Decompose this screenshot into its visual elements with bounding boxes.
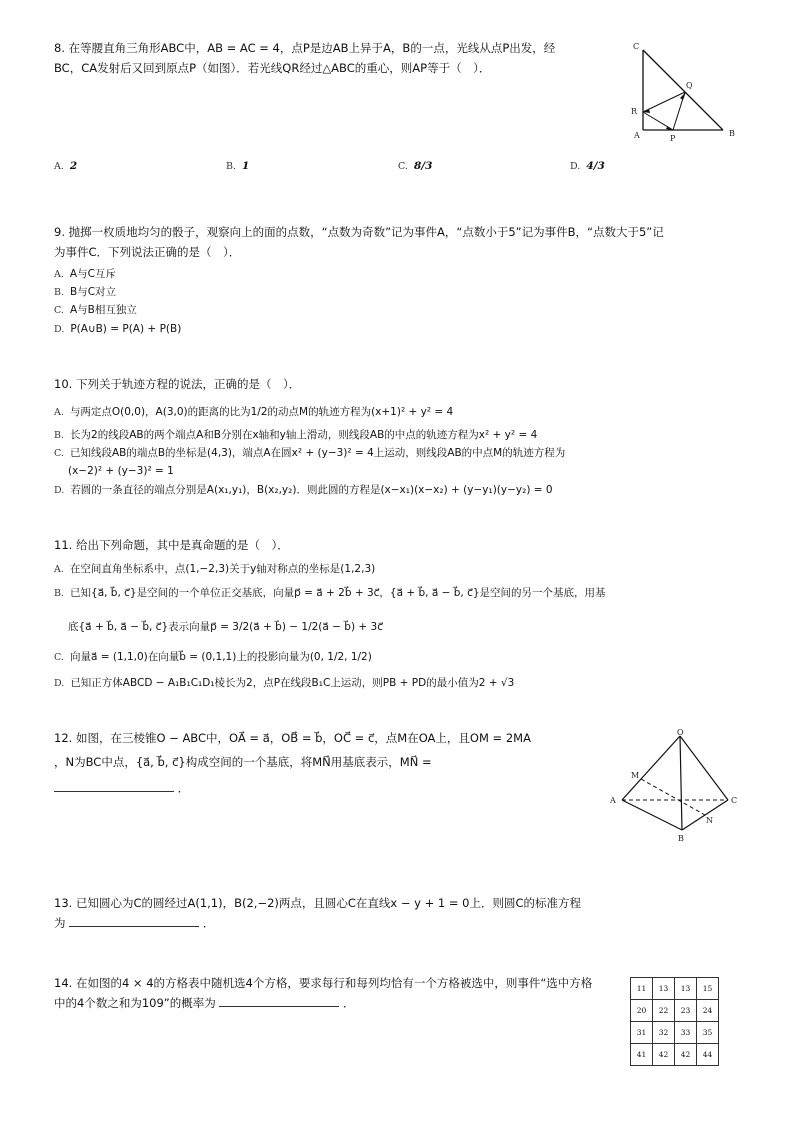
q11-stem: 11. 给出下列命题，其中是真命题的是（ ）．	[54, 538, 289, 552]
q9-option-a[interactable]: A. A与C互斥	[54, 268, 116, 280]
grid-cell: 11	[631, 978, 653, 1000]
q10-option-b[interactable]: B. 长为2的线段AB的两个端点A和B分别在x轴和y轴上滑动，则线段AB的中点的轨迹方程为x² + y² = 4	[54, 429, 538, 441]
q10-option-d[interactable]: D. 若圆的一条直径的端点分别是A(x₁,y₁)，B(x₂,y₂)．则此圆的方程是(x−x₁)(x−x₂) + (y−y₁)(y−y₂) = 0	[54, 484, 553, 496]
q9-option-d[interactable]: D. P(A∪B) = P(A) + P(B)	[54, 323, 182, 335]
grid-cell: 42	[675, 1044, 697, 1066]
q12-fig-label-o: O	[677, 728, 684, 737]
grid-cell: 33	[675, 1022, 697, 1044]
grid-row	[631, 1022, 719, 1044]
q9-option-c[interactable]: C. A与B相互独立	[54, 304, 137, 316]
q11-option-b-continued: 底{a⃗ + b⃗, a⃗ − b⃗, c⃗}表示向量p⃗ = 3/2(a⃗ + b⃗) − 1/2(a⃗ − b⃗) + 3c⃗	[68, 621, 383, 633]
q12-answer-line: ．	[54, 778, 189, 798]
q12-stem-line1: 12. 如图，在三棱锥O − ABC中，OA⃗ = a⃗，OB⃗ = b⃗，OC⃗ = c⃗，点M在OA上，且OM = 2MA	[54, 731, 531, 745]
grid-row	[631, 978, 719, 1000]
q8-fig-label-p: P	[670, 134, 676, 143]
grid-cell: 35	[697, 1022, 719, 1044]
q12-fig-label-n: N	[706, 816, 713, 825]
q12-answer-blank[interactable]	[54, 779, 174, 792]
q14-stem-line1: 14. 在如图的4 × 4的方格表中随机选4个方格，要求每行和每列均恰有一个方格被选中，则事件“选中方格	[54, 976, 593, 990]
q8-option-d[interactable]: D. 4/3	[570, 160, 605, 172]
grid-cell: 41	[631, 1044, 653, 1066]
grid-cell: 13	[653, 978, 675, 1000]
grid-cell: 44	[697, 1044, 719, 1066]
q10-option-c-continued: (x−2)² + (y−3)² = 1	[68, 465, 174, 477]
q11-option-a[interactable]: A. 在空间直角坐标系中，点(1,−2,3)关于y轴对称点的坐标是(1,2,3)	[54, 563, 376, 575]
q14-answer-blank[interactable]	[219, 994, 339, 1007]
q8-stem-line2: BC，CA发射后又回到原点P（如图）．若光线QR经过△ABC的重心，则AP等于（ ）．	[54, 61, 491, 75]
grid-cell: 23	[675, 1000, 697, 1022]
q13-stem-line1: 13. 已知圆心为C的圆经过A(1,1)，B(2,−2)两点，且圆心C在直线x − y + 1 = 0上．则圆C的标准方程	[54, 896, 582, 910]
q12-fig-label-c: C	[731, 796, 738, 805]
grid-cell: 32	[653, 1022, 675, 1044]
q8-fig-label-r: R	[631, 107, 638, 116]
q11-option-c[interactable]: C. 向量a⃗ = (1,1,0)在向量b⃗ = (0,1,1)上的投影向量为(0, 1/2, 1/2)	[54, 651, 372, 663]
q12-stem-line2: ，N为BC中点，{a⃗, b⃗, c⃗}构成空间的一个基底，将MN⃗用基底表示，MN⃗ =	[54, 755, 432, 769]
q8-fig-label-a: A	[634, 131, 640, 140]
q13-stem-line2: 为 ．	[54, 916, 215, 930]
q12-fig-label-b: B	[678, 834, 684, 843]
q11-option-d[interactable]: D. 已知正方体ABCD − A₁B₁C₁D₁棱长为2，点P在线段B₁C上运动，则PB + PD的最小值为2 + √3	[54, 677, 515, 689]
q8-stem-line1: 8. 在等腰直角三角形ABC中，AB = AC = 4，点P是边AB上异于A，B的一点，光线从点P出发，经	[54, 41, 556, 55]
grid-cell: 13	[675, 978, 697, 1000]
q8-fig-label-q: Q	[686, 81, 693, 90]
grid-cell: 20	[631, 1000, 653, 1022]
q8-fig-label-c: C	[633, 42, 640, 51]
q10-stem: 10. 下列关于轨迹方程的说法，正确的是（ ）．	[54, 377, 301, 391]
q8-option-b[interactable]: B. 1	[226, 160, 250, 172]
grid-cell: 42	[653, 1044, 675, 1066]
q12-fig-label-m: M	[631, 771, 640, 780]
q8-fig-label-b: B	[729, 129, 735, 138]
q14-stem-line2: 中的4个数之和为109”的概率为 ．	[54, 996, 355, 1010]
q9-option-b[interactable]: B. B与C对立	[54, 286, 117, 298]
q12-tetrahedron-figure	[606, 726, 746, 846]
q10-option-c[interactable]: C. 已知线段AB的端点B的坐标是(4,3)，端点A在圆x² + (y−3)² = 4上运动，则线段AB的中点M的轨迹方程为	[54, 447, 566, 459]
q12-fig-label-a: A	[610, 796, 616, 805]
q10-option-a[interactable]: A. 与两定点O(0,0)，A(3,0)的距离的比为1/2的动点M的轨迹方程为(x+1)² + y² = 4	[54, 406, 454, 418]
q8-option-a[interactable]: A. 2	[54, 160, 78, 172]
grid-row	[631, 1000, 719, 1022]
grid-cell: 31	[631, 1022, 653, 1044]
q14-number-grid	[630, 977, 719, 1066]
q9-stem-line2: 为事件C．下列说法正确的是（ ）．	[54, 245, 241, 259]
grid-cell: 15	[697, 978, 719, 1000]
q13-answer-blank[interactable]	[69, 914, 199, 927]
q11-option-b[interactable]: B. 已知{a⃗, b⃗, c⃗}是空间的一个单位正交基底，向量p⃗ = a⃗ + 2b⃗ + 3c⃗，{a⃗ + b⃗, a⃗ − b⃗, c⃗}是空间的另一个基底，用基	[54, 587, 606, 599]
grid-cell: 24	[697, 1000, 719, 1022]
q8-triangle-figure	[625, 38, 745, 146]
grid-cell: 22	[653, 1000, 675, 1022]
q9-stem-line1: 9. 抛掷一枚质地均匀的骰子，观察向上的面的点数，“点数为奇数”记为事件A，“点数小于5”记为事件B，“点数大于5”记	[54, 225, 664, 239]
q8-option-c[interactable]: C. 8/3	[398, 160, 433, 172]
grid-row	[631, 1044, 719, 1066]
